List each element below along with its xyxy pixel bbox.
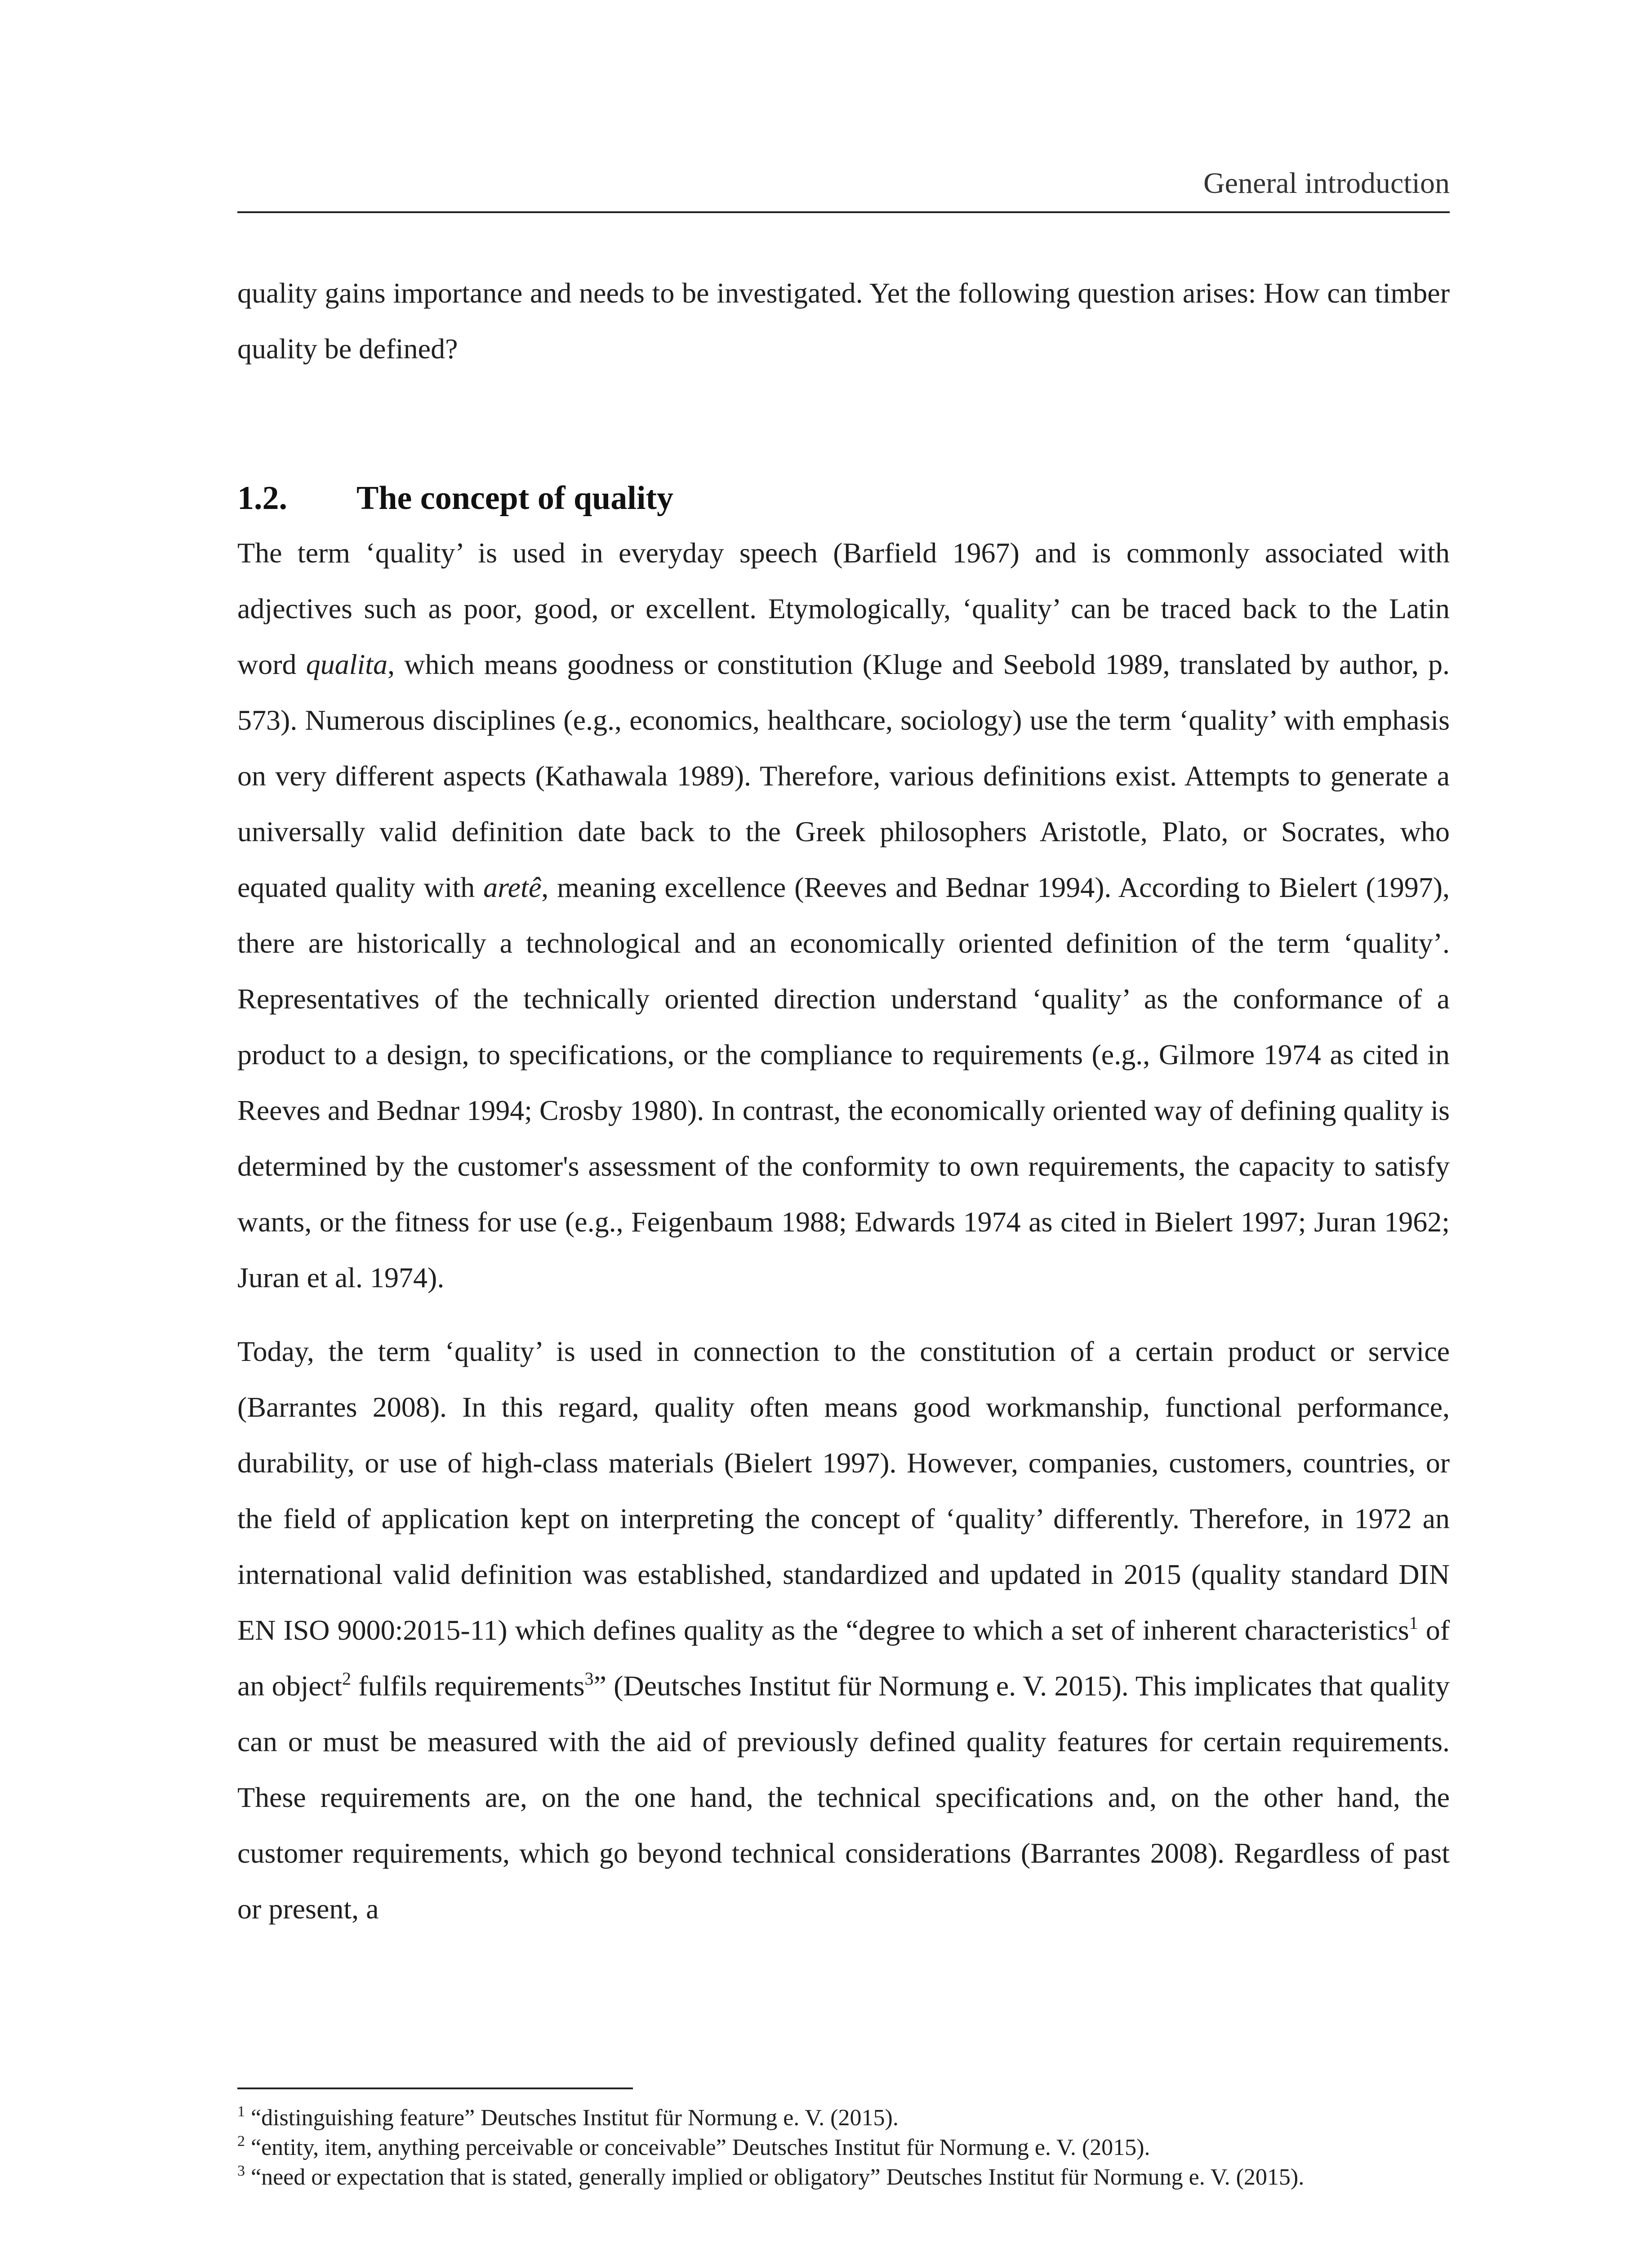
footnotes xyxy=(237,2103,1450,2192)
italic-term-arete: aretê xyxy=(483,871,542,903)
paragraph-quality-definition xyxy=(237,1324,1450,1937)
footnote-2 xyxy=(237,2133,1450,2163)
section-heading xyxy=(237,471,1450,525)
intro-paragraph: quality gains importance and needs to be investigated. Yet the following question arises: How can timber quality be defined? xyxy=(237,277,1450,365)
footnote-ref-2[interactable]: 2 xyxy=(342,1668,352,1689)
footnote-text: “need or expectation that is stated, generally implied or obligatory” Deutsches Institut für Normung e. V. (2015). xyxy=(245,2164,1305,2190)
text-run: ” (Deutsches Institut für Normung e. V. 2015). This implicates that quality can or must be measured with the aid of previously defined quality features for certain requirements. These requirements are, on the one hand, the technical specifications and, on the other hand, the customer requirements, which go beyond technical considerations (Barrantes 2008). Regardless of past or present, a xyxy=(237,1670,1450,1925)
footnote-rule xyxy=(237,2087,633,2089)
running-header: General introduction xyxy=(1203,167,1450,200)
paragraph-concept-of-quality xyxy=(237,525,1450,1306)
footnote-1 xyxy=(237,2103,1450,2133)
document-page xyxy=(237,0,1450,2248)
paragraph-spacer xyxy=(237,1306,1450,1324)
text-run: The term ‘quality’ is used in everyday speech (Barfield 1967) and is commonly associated with adjectives such as poor, good, or excellent. Etymologically, ‘quality’ can be traced back to the Latin word xyxy=(237,537,1450,680)
text-run: fulfils requirements xyxy=(351,1670,585,1702)
footnote-text: “entity, item, anything perceivable or conceivable” Deutsches Institut für Normung e. V. (2015). xyxy=(245,2135,1150,2160)
footnote-mark: 2 xyxy=(237,2133,245,2150)
text-run: of an object xyxy=(237,1614,1450,1702)
section-title: The concept of quality xyxy=(356,480,674,517)
footnote-ref-3[interactable]: 3 xyxy=(584,1668,594,1689)
footnote-mark: 3 xyxy=(237,2163,245,2179)
section-number: 1.2. xyxy=(237,480,287,517)
footnote-3 xyxy=(237,2163,1450,2192)
italic-term-qualita: qualita xyxy=(306,648,388,680)
body-text xyxy=(237,265,1450,1937)
footnote-ref-1[interactable]: 1 xyxy=(1409,1613,1418,1633)
footnote-text: “distinguishing feature” Deutsches Institut für Normung e. V. (2015). xyxy=(245,2105,899,2131)
header-rule xyxy=(237,211,1450,213)
text-run: Today, the term ‘quality’ is used in connection to the constitution of a certain product or service (Barrantes 2008). In this regard, quality often means good workmanship, functional performance, durability, or use of high-class materials (Bielert 1997). However, companies, customers, countries, or the field of application kept on interpreting the concept of ‘quality’ differently. Therefore, in 1972 an international valid definition was established, standardized and updated in 2015 (quality standard DIN EN ISO 9000:2015-11) which defines quality as the “degree to which a set of inherent characteristics xyxy=(237,1335,1450,1646)
footnote-mark: 1 xyxy=(237,2103,245,2120)
text-run: , which means goodness or constitution (Kluge and Seebold 1989, translated by author, p. 573). Numerous disciplines (e.g., economics, healthcare, sociology) use the term ‘quality’ with emphasis on very different aspects (Kathawala 1989). Therefore, various definitions exist. Attempts to generate a universally valid definition date back to the Greek philosophers Aristotle, Plato, or Socrates, who equated quality with xyxy=(237,648,1450,903)
text-run: , meaning excellence (Reeves and Bednar 1994). According to Bielert (1997), there are historically a technological and an economically oriented definition of the term ‘quality’. Representatives of the technically oriented direction understand ‘quality’ as the conformance of a product to a design, to specifications, or the compliance to requirements (e.g., Gilmore 1974 as cited in Reeves and Bednar 1994; Crosby 1980). In contrast, the economically oriented way of defining quality is determined by the customer's assessment of the conformity to own requirements, the capacity to satisfy wants, or the fitness for use (e.g., Feigenbaum 1988; Edwards 1974 as cited in Bielert 1997; Juran 1962; Juran et al. 1974). xyxy=(237,871,1450,1293)
